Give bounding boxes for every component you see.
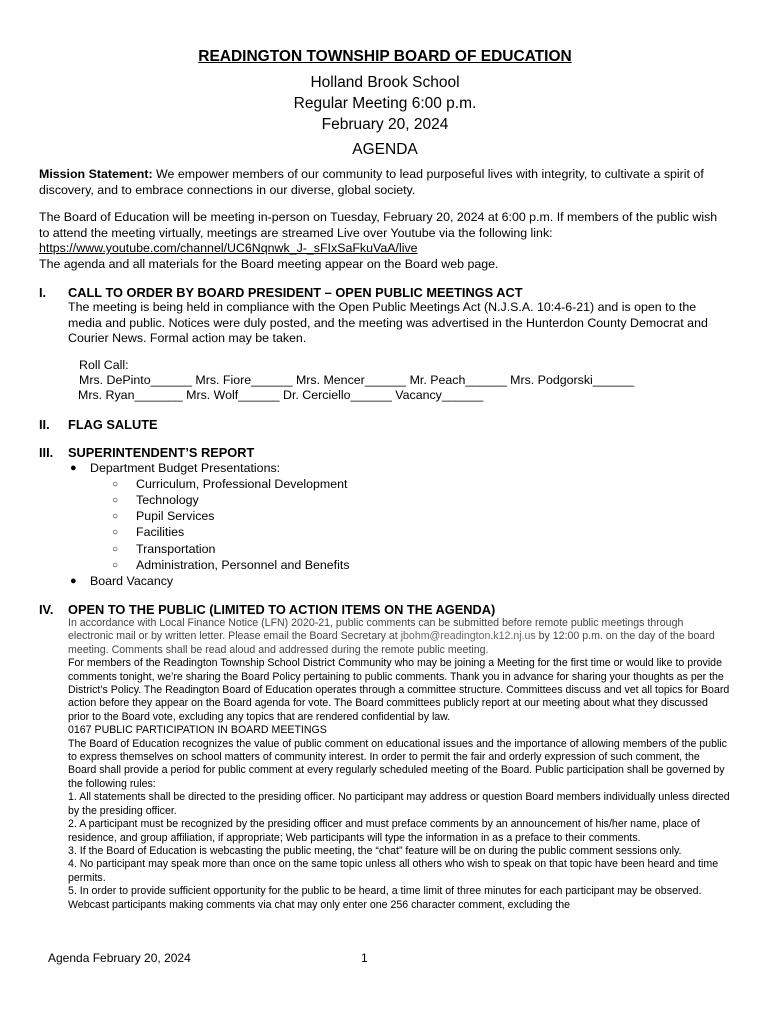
list-item: Facilities — [136, 525, 185, 539]
mission-statement — [39, 167, 729, 198]
list-item: Administration, Personnel and Benefits — [136, 558, 350, 572]
section-2-number: II. — [39, 417, 50, 432]
circle-bullet-icon: ○ — [112, 527, 119, 538]
meeting-info-text: The Board of Education will be meeting in-person on Tuesday, February 20, 2024 at 6:00 p.m. If members of the public wish to attend the meeting virtually, meetings are streamed Live over Youtube via the following link: — [39, 210, 718, 240]
circle-bullet-icon: ○ — [112, 511, 119, 522]
roll-call-line-1: Mrs. DePinto______ Mrs. Fiore______ Mrs. Mencer______ Mr. Peach______ Mrs. Podgorski______ — [79, 373, 635, 387]
section-4-number: IV. — [39, 602, 54, 617]
section-4-title: OPEN TO THE PUBLIC (LIMITED TO ACTION ITEMS ON THE AGENDA) — [68, 602, 496, 617]
policy-rule-3: 3. If the Board of Education is webcasting the public meeting, the “chat” feature will be on during the public comment sessions only. — [68, 844, 682, 857]
footer-date: Agenda February 20, 2024 — [48, 951, 191, 965]
list-item: Pupil Services — [136, 509, 215, 523]
policy-rule-4: 4. No participant may speak more than once on the same topic unless all others who wish to speak on that topic have been heard and time permits. — [68, 858, 719, 884]
circle-bullet-icon: ○ — [112, 479, 119, 490]
list-item: Department Budget Presentations: — [90, 461, 281, 475]
policy-title: 0167 PUBLIC PARTICIPATION IN BOARD MEETINGS — [68, 724, 327, 737]
bullet-icon: ● — [70, 575, 77, 587]
policy-rule-2: 2. A participant must be recognized by the presiding officer and must preface comments by an announcement of his/her name, place of residence, and group affiliation, if appropriate; Web participants will type the information in as a preface to their comments. — [68, 818, 700, 844]
list-item: Technology — [136, 493, 199, 507]
list-item: Curriculum, Professional Development — [136, 477, 348, 491]
school-name: Holland Brook School — [310, 74, 460, 91]
policy-rule-5: 5. In order to provide sufficient opportunity for the public to be heard, a time limit of three minutes for each participant may be observed. Webcast participants making comments via chat may only enter one 256 character comment, excluding the — [68, 885, 702, 911]
section-4-body — [68, 617, 730, 912]
meeting-time: Regular Meeting 6:00 p.m. — [293, 95, 477, 112]
circle-bullet-icon: ○ — [112, 495, 119, 506]
meeting-materials-text: The agenda and all materials for the Board meeting appear on the Board web page. — [39, 256, 499, 271]
circle-bullet-icon: ○ — [112, 544, 119, 555]
roll-call-line-2: Mrs. Ryan_______ Mrs. Wolf______ Dr. Cerciello______ Vacancy______ — [78, 388, 484, 402]
page-number: 1 — [361, 951, 368, 965]
youtube-link[interactable]: https://www.youtube.com/channel/UC6Nqnwk_J-_sFIxSaFkuVaA/live — [39, 241, 418, 255]
lfn-text-2: by 12:00 p.m. on the day of the board meeting. Comments shall be read aloud and addressed during the remote public meeting. — [68, 630, 715, 656]
section-3-title: SUPERINTENDENT’S REPORT — [68, 445, 255, 460]
lfn-text: In accordance with Local Finance Notice (LFN) 2020-21, public comments can be submitted before remote public meetings through electronic mail or by written letter. Please email the Board Secretary at — [68, 617, 684, 643]
meeting-info — [39, 210, 729, 272]
mission-text: We empower members of our community to lead purposeful lives with integrity, to cultivate a spirit of discovery, and to embrace connections in our diverse, global society. — [39, 167, 704, 197]
roll-call-label: Roll Call: — [79, 358, 129, 372]
mission-label: Mission Statement: — [39, 167, 153, 181]
circle-bullet-icon: ○ — [112, 560, 119, 571]
board-secretary-email-link[interactable]: jbohm@readington.k12.nj.us — [400, 630, 536, 643]
policy-intro: The Board of Education recognizes the value of public comment on educational issues and the importance of allowing members of the public to express themselves on school matters of community interest. In order to permit the fair and orderly expression of such comment, the Board shall provide a period for public comment at every regularly scheduled meeting of the Board. Public participation shall be governed by the following rules: — [68, 737, 727, 790]
section-1-title: CALL TO ORDER BY BOARD PRESIDENT – OPEN PUBLIC MEETINGS ACT — [68, 285, 523, 300]
section-2-title: FLAG SALUTE — [68, 417, 158, 432]
bullet-icon: ● — [70, 462, 77, 474]
section-3-number: III. — [39, 445, 54, 460]
list-item: Board Vacancy — [90, 574, 174, 588]
community-text: For members of the Readington Township School District Community who may be joining a Meeting for the first time or would like to provide comments tonight, we’re sharing the Board Policy pertaining to public comments. Thank you in advance for sharing your thoughts as per the District’s Policy. The Readington Board of Education operates through a committee structure. Committees discuss and vet all topics for Board action before they appear on the Board agenda for vote. The Board committees publicly report at our meeting about what they discussed prior to the Board vote, excluding any topics that are rendered confidential by law. — [68, 657, 730, 723]
section-1-number: I. — [39, 285, 47, 300]
policy-rule-1: 1. All statements shall be directed to the presiding officer. No participant may address or question Board members individually unless directed by the presiding officer. — [68, 791, 730, 817]
section-1-text: The meeting is being held in compliance with the Open Public Meetings Act (N.J.S.A. 10:4-6-21) and is open to the media and public. Notices were duly posted, and the meeting was advertised in the Hunterdon County Democrat and Courier News. Formal action may be taken. — [68, 300, 708, 345]
list-item: Transportation — [136, 542, 216, 556]
agenda-heading: AGENDA — [352, 141, 418, 158]
document-title: READINGTON TOWNSHIP BOARD OF EDUCATION — [198, 48, 572, 65]
meeting-date: February 20, 2024 — [321, 116, 449, 133]
